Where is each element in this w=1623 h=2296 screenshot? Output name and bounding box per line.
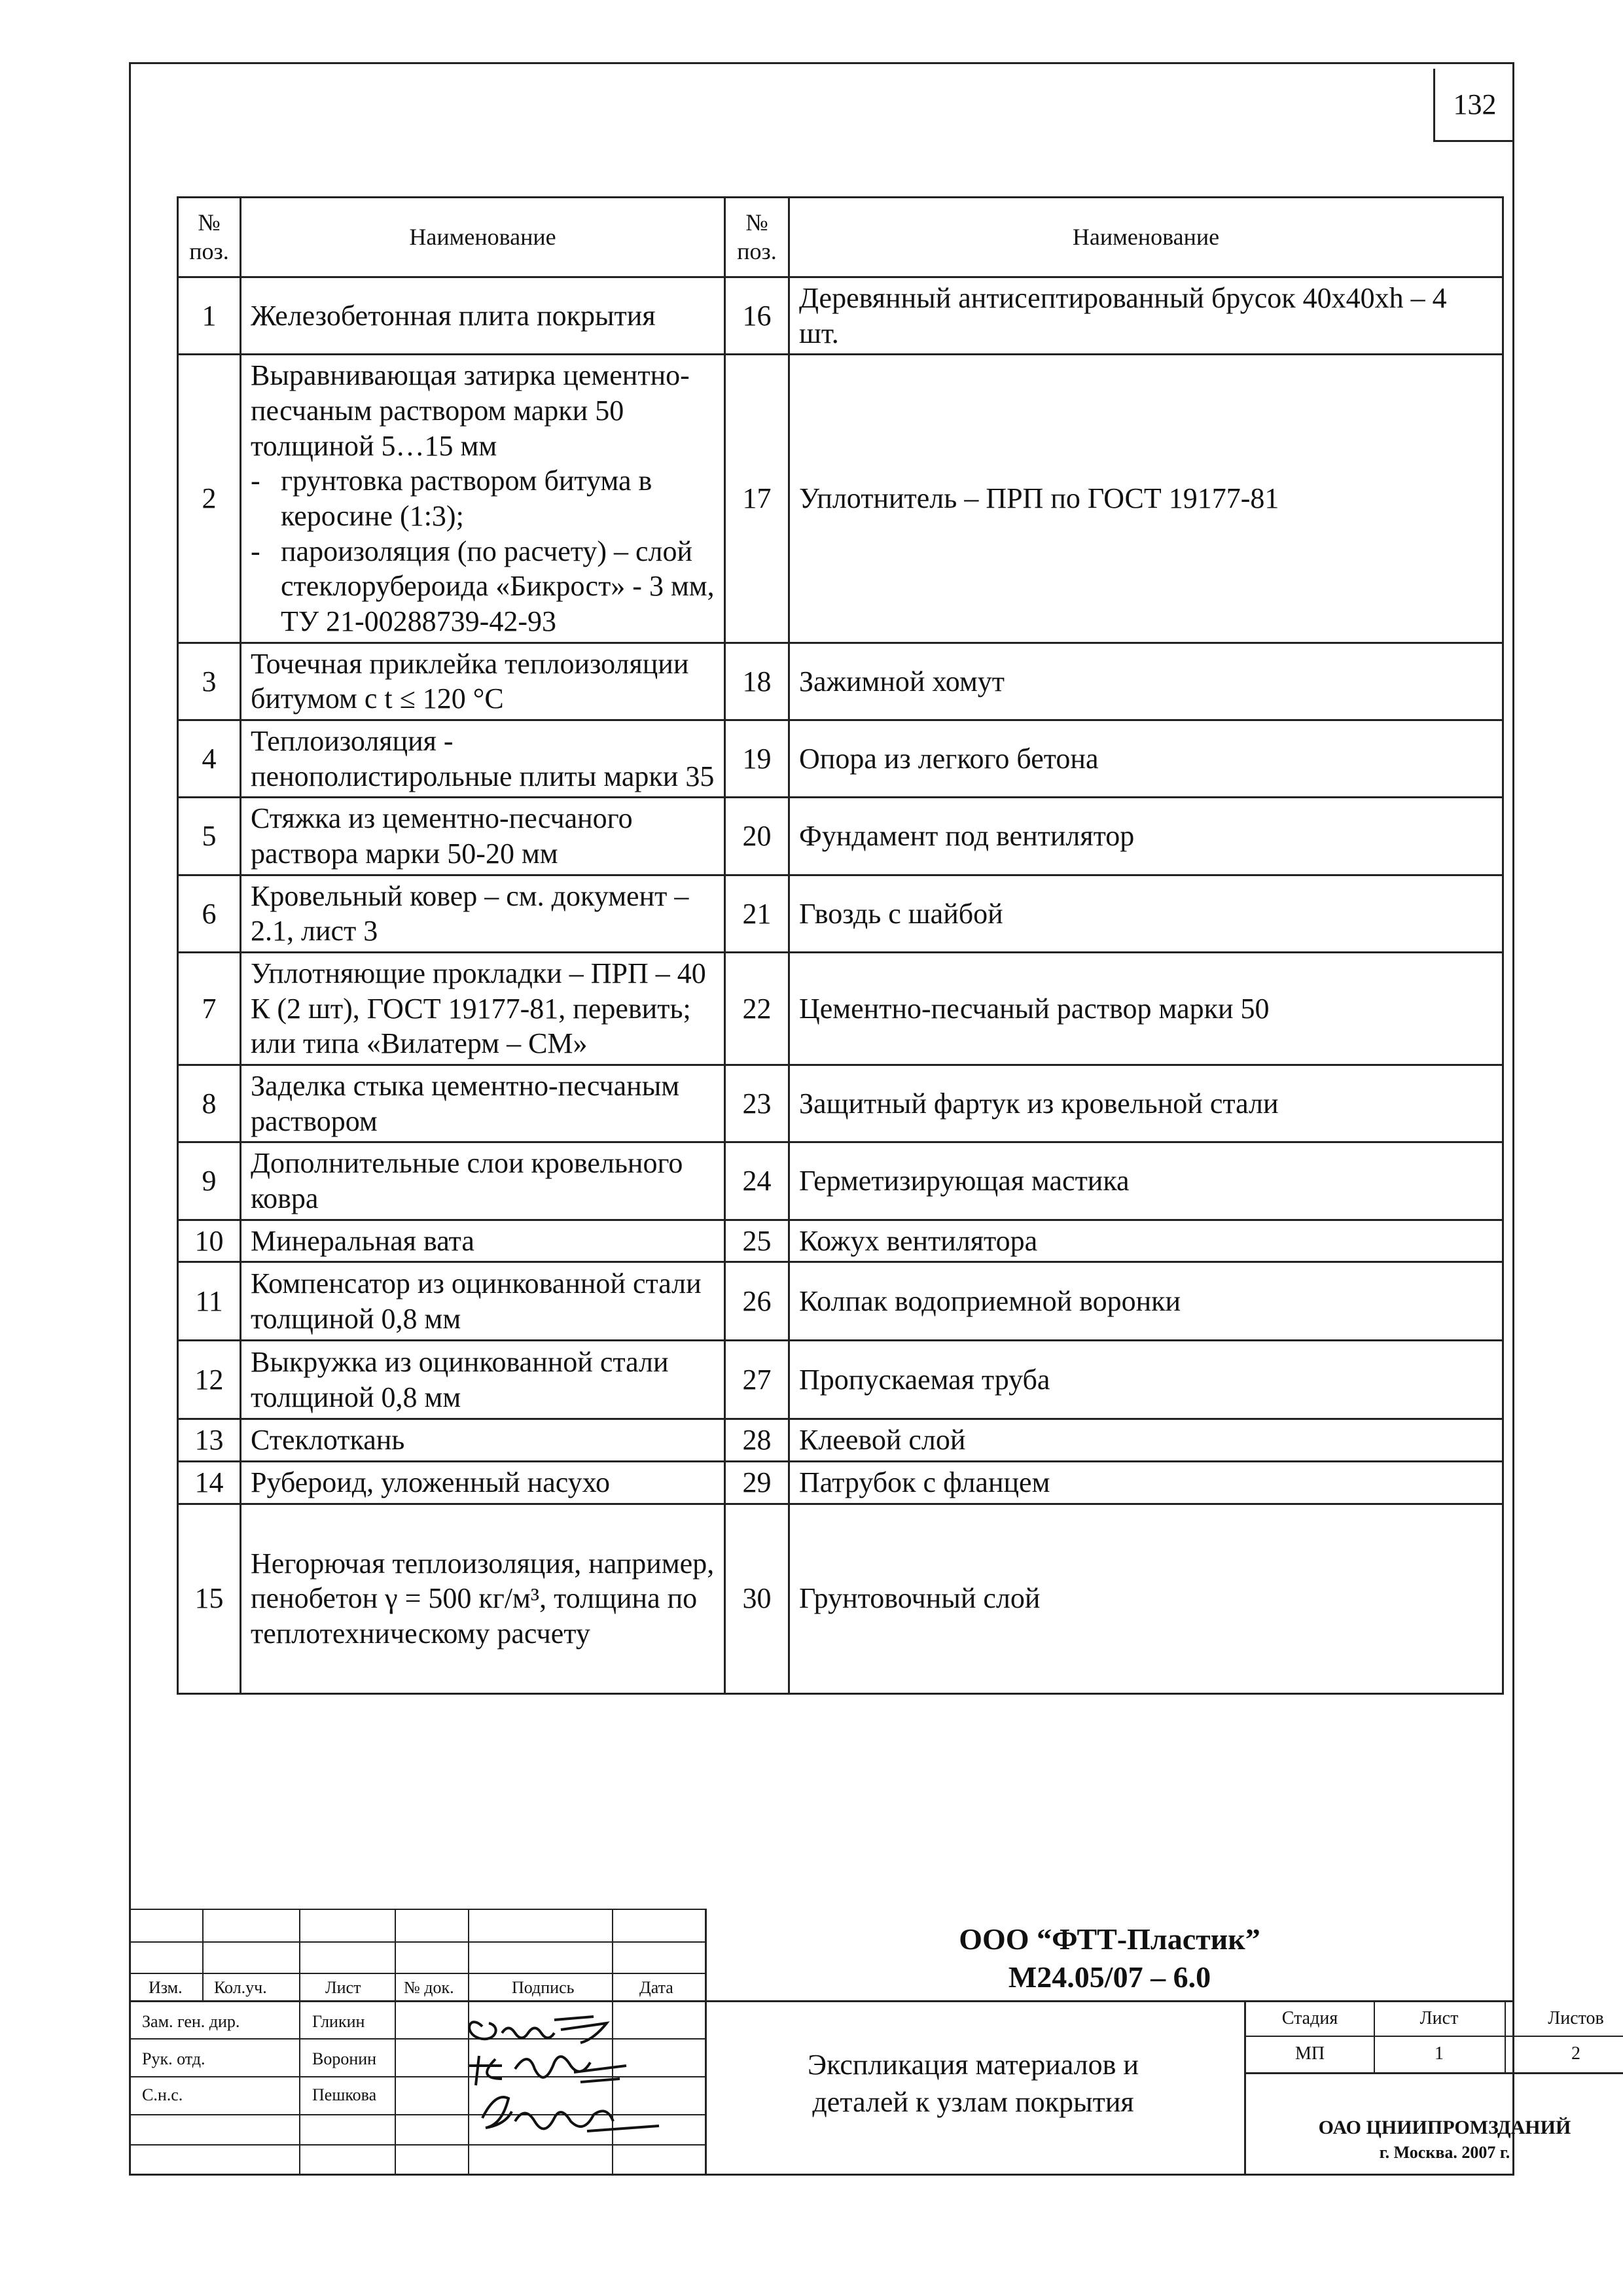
right-name: Колпак водоприемной воронки — [789, 1262, 1503, 1341]
right-pos: 28 — [725, 1419, 789, 1462]
handwritten-signatures — [456, 2007, 666, 2144]
right-pos: 20 — [725, 798, 789, 875]
left-name: Железобетонная плита покрытия — [241, 277, 725, 355]
page-number: 132 — [1433, 69, 1514, 142]
right-pos: 29 — [725, 1462, 789, 1504]
left-name — [241, 355, 725, 643]
bullet-text: пароизоляция (по расчету) – слой стеклорубероида «Бикрост» - 3 мм, ТУ 21-00288739-42-93 — [281, 535, 715, 638]
staff-role: Рук. отд. — [142, 2049, 205, 2068]
table-row — [178, 1462, 1503, 1504]
left-name: Негорючая теплоизоляция, например, пенобетон γ = 500 кг/м³, толщина по теплотехническому расчету — [241, 1504, 725, 1693]
header-name-right: Наименование — [789, 198, 1503, 277]
document-code: М24.05/07 – 6.0 — [1008, 1960, 1211, 1994]
right-name: Деревянный антисептированный брусок 40х40хh – 4 шт. — [789, 277, 1503, 355]
right-name: Зажимной хомут — [789, 643, 1503, 720]
right-pos: 18 — [725, 643, 789, 720]
right-name: Клеевой слой — [789, 1419, 1503, 1462]
left-name: Уплотняющие прокладки – ПРП – 40 К (2 шт), ГОСТ 19177-81, перевить; или типа «Вилатерм – СМ» — [241, 953, 725, 1065]
right-name: Кожух вентилятора — [789, 1220, 1503, 1262]
right-name: Защитный фартук из кровельной стали — [789, 1065, 1503, 1142]
right-pos: 25 — [725, 1220, 789, 1262]
company-name: ООО “ФТТ-Пластик” — [959, 1922, 1260, 1956]
right-pos: 16 — [725, 277, 789, 355]
left-pos: 6 — [178, 875, 241, 952]
left-pos: 5 — [178, 798, 241, 875]
right-pos: 30 — [725, 1504, 789, 1693]
table-row — [178, 798, 1503, 875]
col-header-list: Лист — [325, 1978, 361, 1997]
table-row — [178, 720, 1503, 798]
right-name: Фундамент под вентилятор — [789, 798, 1503, 875]
header-name-left: Наименование — [241, 198, 725, 277]
right-pos: 22 — [725, 953, 789, 1065]
right-name: Пропускаемая труба — [789, 1341, 1503, 1419]
staff-name: Гликин — [312, 2012, 365, 2031]
left-pos: 4 — [178, 720, 241, 798]
left-name: Стяжка из цементно-песчаного раствора марки 50-20 мм — [241, 798, 725, 875]
right-name: Патрубок с фланцем — [789, 1462, 1503, 1504]
table-row — [178, 1504, 1503, 1693]
table-row — [178, 875, 1503, 952]
staff-name: Пешкова — [312, 2085, 377, 2104]
right-name: Цементно-песчаный раствор марки 50 — [789, 953, 1503, 1065]
left-name: Минеральная вата — [241, 1220, 725, 1262]
title-block — [129, 1909, 1604, 2176]
header-pos-right: № поз. — [725, 198, 789, 277]
city-year: г. Москва. 2007 г. — [1379, 2143, 1510, 2162]
left-pos: 3 — [178, 643, 241, 720]
header-pos-left: № поз. — [178, 198, 241, 277]
col-header-doc: № док. — [404, 1978, 454, 1997]
table-row — [178, 1262, 1503, 1341]
col-header-izm: Изм. — [149, 1978, 183, 1997]
left-name-intro: Выравнивающая затирка цементно-песчаным раствором марки 50 толщиной 5…15 мм — [251, 359, 690, 462]
table-row — [178, 355, 1503, 643]
col-header-kol: Кол.уч. — [214, 1978, 267, 1997]
right-name: Грунтовочный слой — [789, 1504, 1503, 1693]
right-pos: 23 — [725, 1065, 789, 1142]
left-pos: 10 — [178, 1220, 241, 1262]
sheets-value: 2 — [1571, 2043, 1580, 2064]
right-name: Герметизирующая мастика — [789, 1142, 1503, 1220]
left-pos: 7 — [178, 953, 241, 1065]
document-title — [708, 2046, 1238, 2121]
left-pos: 8 — [178, 1065, 241, 1142]
table-row — [178, 953, 1503, 1065]
left-name: Заделка стыка цементно-песчаным раствором — [241, 1065, 725, 1142]
left-pos: 9 — [178, 1142, 241, 1220]
left-name: Точечная приклейка теплоизоляции битумом с t ≤ 120 °С — [241, 643, 725, 720]
table-row — [178, 1220, 1503, 1262]
col-header-date: Дата — [639, 1978, 673, 1997]
bullet-text: грунтовка раствором битума в керосине (1:3); — [281, 465, 652, 533]
left-name: Рубероид, уложенный насухо — [241, 1462, 725, 1504]
left-name: Стеклоткань — [241, 1419, 725, 1462]
right-name: Опора из легкого бетона — [789, 720, 1503, 798]
staff-role: Зам. ген. дир. — [142, 2012, 240, 2031]
sheets-label: Листов — [1548, 2008, 1604, 2028]
document-title-line-2: деталей к узлам покрытия — [812, 2086, 1134, 2119]
left-name: Выкружка из оцинкованной стали толщиной 0,8 мм — [241, 1341, 725, 1419]
left-name: Кровельный ковер – см. документ – 2.1, лист 3 — [241, 875, 725, 952]
right-name: Гвоздь с шайбой — [789, 875, 1503, 952]
bullet-item: - пароизоляция (по расчету) – слой стеклорубероида «Бикрост» - 3 мм, ТУ 21-00288739-42-93 — [251, 534, 715, 639]
left-pos: 13 — [178, 1419, 241, 1462]
left-pos: 14 — [178, 1462, 241, 1504]
right-pos: 21 — [725, 875, 789, 952]
stage-value: МП — [1294, 2043, 1325, 2064]
left-name: Дополнительные слои кровельного ковра — [241, 1142, 725, 1220]
specification-table — [177, 196, 1504, 1695]
left-pos: 11 — [178, 1262, 241, 1341]
left-pos: 12 — [178, 1341, 241, 1419]
right-pos: 24 — [725, 1142, 789, 1220]
right-pos: 27 — [725, 1341, 789, 1419]
left-pos: 15 — [178, 1504, 241, 1693]
table-row — [178, 1341, 1503, 1419]
left-pos: 2 — [178, 355, 241, 643]
stage-label: Стадия — [1281, 2008, 1338, 2028]
table-row — [178, 1065, 1503, 1142]
right-name: Уплотнитель – ПРП по ГОСТ 19177-81 — [789, 355, 1503, 643]
table-row — [178, 277, 1503, 355]
col-header-signature: Подпись — [512, 1978, 575, 1997]
organization-name: ОАО ЦНИИПРОМЗДАНИЙ — [1318, 2117, 1571, 2138]
sheet-label: Лист — [1419, 2008, 1459, 2028]
document-title-line-1: Экспликация материалов и — [808, 2049, 1139, 2081]
right-pos: 26 — [725, 1262, 789, 1341]
right-pos: 19 — [725, 720, 789, 798]
left-name: Теплоизоляция - пенополистирольные плиты марки 35 — [241, 720, 725, 798]
left-pos: 1 — [178, 277, 241, 355]
right-pos: 17 — [725, 355, 789, 643]
table-header-row — [178, 198, 1503, 277]
left-name: Компенсатор из оцинкованной стали толщиной 0,8 мм — [241, 1262, 725, 1341]
table-row — [178, 643, 1503, 720]
bullet-item: - грунтовка раствором битума в керосине (1:3); — [251, 463, 715, 533]
sheet-value: 1 — [1435, 2043, 1444, 2064]
table-row — [178, 1142, 1503, 1220]
staff-name: Воронин — [312, 2049, 377, 2068]
table-row — [178, 1419, 1503, 1462]
staff-role: С.н.с. — [142, 2085, 183, 2104]
